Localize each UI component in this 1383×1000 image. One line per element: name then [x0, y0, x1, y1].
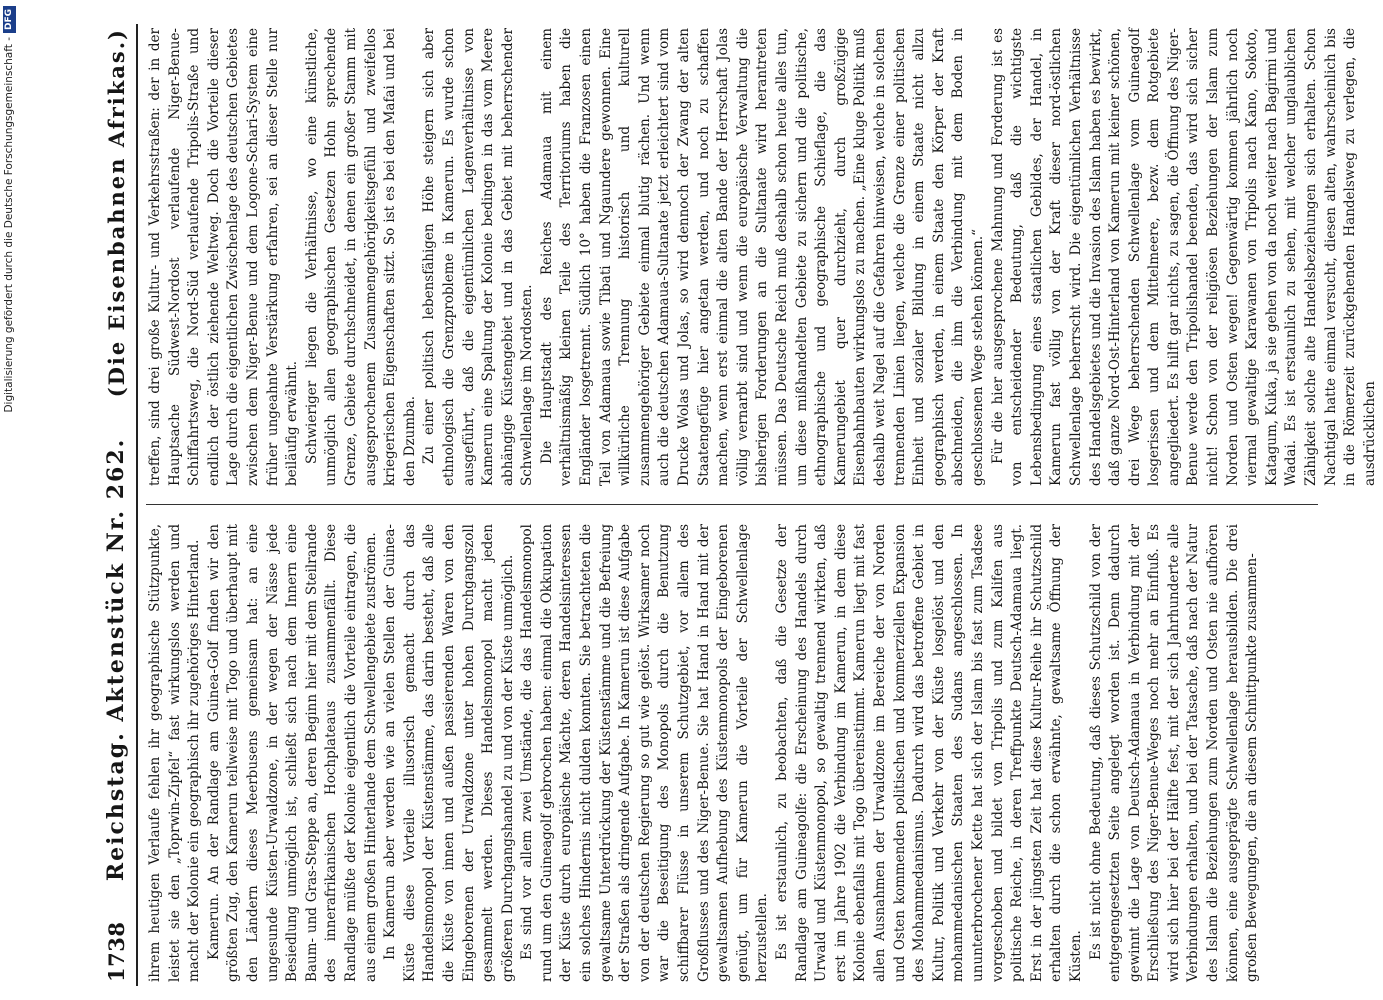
- scanned-page: [92, 10, 1378, 1000]
- paragraph: In Kamerun aber werden wie an vielen Stellen der Guinea-Küste diese Vorteile illusorisch gemacht durch das Handelsmonopol der Küstenstämme, das darin besteht, daß alle die Küste von innen und außen passierenden Waren von den Eingeborenen der Urwaldzone unter hohen Durchgangszoll gesammelt werden. Dieses Handelsmonopol macht jeden größeren Durchgangshandel zu und von der Küste unmöglich.: [382, 524, 516, 982]
- credit-text: Digitalisierung gefördert durch die Deutsche Forschungsgemeinschaft -: [3, 37, 15, 413]
- digitization-credit: [0, 0, 18, 1000]
- paragraph: Es ist erstaunlich, zu beobachten, daß die Gesetze der Randlage am Guineagolfe: die Erscheinung des Handels durch Urwald und Küstenmonopol, so gewaltig trennend wirkten, daß erst im Jahre 1902 die Verbindung im Kamerun, in dem diese Kolonie ebenfalls mit Togo übereinstimmt. Kamerun liegt mit fast allen Ausnahmen der Urwaldzone im Bereiche der von Norden und Osten kommenden politischen und kommerziellen Expansion des Mohammedanismus. Dadurch wird das betroffene Gebiet in Kultur, Politik und Verkehr von der Küste losgelöst und den mohammedanischen Staaten des Sudans angeschlossen. In ununterbrochener Kette hat sich der Islam bis fast zum Tsadsee vorgeschoben und bildet von Tripolis und zum Kalifen aus politische Reiche, in deren Treffpunkte Deutsch-Adamaua liegt. Erst in der jüngsten Zeit hat diese Kultur-Reihe ihr Schutzschild erhalten durch die schon erwähnte, gewaltsame Öffnung der Küsten.: [774, 524, 1084, 982]
- paragraph: Es ist nicht ohne Bedeutung, daß dieses Schutzschild von der entgegengesetzten Seite angelegt worden ist. Denn dadurch gewinnt die Lage von Deutsch-Adamaua in Verbindung mit der Erschließung des Niger-Benue-Weges noch mehr an Einfluß. Es wird sich hier bei der Hälfte fest, mit der sich Jahrhunderte alle Verbindungen erhalten, und bei der Tatsache, daß nach der Natur des Islam die Beziehungen zum Norden und Osten nie aufhören können, eine ausgeprägte Schwellenlage herausbilden. Die drei großen Bewegungen, die an diesem Schnittpunkte zusammen-: [1087, 524, 1261, 982]
- header-rule: [136, 24, 138, 986]
- right-column: [146, 28, 1378, 486]
- section-title: (Die Eisenbahnen Afrikas.): [103, 28, 129, 398]
- running-title: Reichstag. Aktenstück Nr. 262.: [103, 437, 129, 882]
- left-column: [146, 524, 1318, 982]
- paragraph: ihrem heutigen Verlaufe fehlen ihr geographische Stützpunkte, leistet sie den „Toprwin-Zipfel“ fast wirkungslos werden und macht der Kolonie ein geographisch ihr zugehöriges Hinterland.: [147, 524, 203, 982]
- paragraph: treffen, sind drei große Kultur- und Verkehrsstraßen: der in der Hauptsache Südwest-Nordost verlaufende Niger-Benue-Schiffahrtsweg, die Nord-Süd verlaufende Tripolis-Straße und endlich der östlich ziehende Weltweg. Doch die Vorteile dieser Lage durch die eigentlichen Zwischenlage des deutschen Gebietes zwischen dem Niger-Benue und dem Logone-Schari-System eine früher ungeahnte Verstärkung erfahren, sei an dieser Stelle nur beiläufig erwähnt.: [147, 28, 301, 486]
- column-divider: [146, 504, 1318, 505]
- page-number: 1738: [103, 921, 129, 982]
- paragraph: Zu einer politisch lebensfähigen Höhe steigern sich aber ethnologisch die Grenzprobleme in Kamerun. Es wurde schon ausgeführt, daß die eigentümlichen Lagenverhältnisse von Kamerun eine Spaltung der Kolonie bedingen in das vom Meere abhängige Küstengebiet und in das Gebiet mit beherrschender Schwellenlage im Nordosten.: [421, 28, 536, 486]
- paragraph: Schwieriger liegen die Verhältnisse, wo eine künstliche, unmöglich allen geographischen Gesetzen Hohn sprechende Grenze, Gebiete durchschneidet, in denen ein großer Stamm mit ausgesprochenem Zusammengehörigkeitsgefühl und zweifellos kriegerischen Eigenschaften sitzt. So ist es bei den Mafai und bei den Dzumba.: [303, 28, 418, 486]
- dfg-logo: DFG: [3, 6, 16, 33]
- paragraph: Kamerun. An der Randlage am Guinea-Golf finden wir den größten Zug, den Kamerun teilweise mit Togo und überhaupt mit den Ländern dieses Meerbusens gemeinsam hat: an eine ungesunde Küsten-Urwaldzone, in der wegen der Nässe jede Besiedlung unmöglich ist, schließt sich nach dem Innern eine Baum- und Gras-Steppe an, deren Beginn hier mit dem Steilrande des innerafrikanischen Hochplateaus zusammenfällt. Diese Randlage müßte der Kolonie eigentlich die Vorteile eintragen, die aus einem großen Hinterlande dem Schwellengebiete zuströmen.: [205, 524, 379, 982]
- paragraph: Für die hier ausgesprochene Mahnung und Forderung ist es von entscheidender Bedeutung, daß die wichtigste Lebensbedingung eines staatlichen Gebildes, der Handel, in Kamerun fast völlig von der Kraft dieser nord-östlichen Schwellenlage beherrscht wird. Die eigentümlichen Verhältnisse des Handelsgebietes und die Invasion des Islam haben es bewirkt, daß ganze Nord-Ost-Hinterland von Kamerun mit keiner schönen, drei Wege beherrschenden Schwellenlage vom Guineagolf losgerissen und dem Mittelmeere, bezw. dem Rotgebiete angegliedert. Es hilft gar nichts, zu sagen, die Öffnung des Niger-Benue werde den Tripolishandel beenden, das wird sich sicher nicht! Schon von der religiösen Beziehungen der Islam zum Norden und Osten wegen! Gegenwärtig kommen jährlich noch viermal gewaltige Karawanen von Tripolis nach Kano, Sokoto, Katagum, Kuka, ja sie gehen von da noch weiter nach Bagirmi und Wadai. Es ist erstaunlich zu sehen, mit welcher unglaublichen Zähigkeit solche alte Handelsbeziehungen sich erhalten. Schon Nachtigal hatte einmal versucht, diesen alten, wahrscheinlich bis in die Römerzeit zurückgehenden Handelsweg zu verlegen, die ausdrücklichen: [989, 28, 1378, 486]
- page-header: [98, 28, 134, 982]
- paragraph: Die Hauptstadt des Reiches Adamaua mit einem verhältnismäßig kleinen Teile des Territoriums haben die Engländer losgetrennt. Südlich 10° haben die Franzosen einen Teil von Adamaua sowie Tibati und Ngaundere gewonnen. Eine willkürliche Trennung historisch und kulturell zusammengehöriger Gebiete einmal blutig rächen. Und wenn auch die deutschen Adamaua-Sultanate jetzt erleichtert sind vom Drucke Wolas und Jolas, so wird dennoch der Zwang der alten Staatengefüge hier angetan werden, und noch zu schaffen machen, wenn erst einmal die alten Bande der Herrschaft Jolas völlig vernarbt sind und wenn die europäische Verwaltung die bisherigen Forderungen an die Sultanate wird herantreten müssen. Das Deutsche Reich muß deshalb schon heute alles tun, um diese mißhandelten Gebiete zu sichern und die politische, ethnographische und geographische Schieflage, die das Kamerungebiet quer durchzieht, durch großzügige Eisenbahnbauten wirkungslos zu machen. „Eine kluge Politik muß deshalb weit Nagel auf die Gefahren hinweisen, welche in solchen trennenden Linien liegen, welche die Grenze einer politischen Einheit und sozialer Bildung in einem Staate nicht allzu geographisch werden, in einem Staate den Körper der Kraft abschneiden, die ihm die Verbindung mit dem Boden in geschlossenen Wege stehen können.“: [538, 28, 986, 486]
- paragraph: Es sind vor allem zwei Umstände, die das Handelsmonopol rund um den Guineagolf gebrochen haben: einmal die Okkupation der Küste durch europäische Mächte, deren Handelsinteressen ein solches Hindernis nicht dulden konnten. Sie betrachteten die gewaltsame Unterdrückung der Küstenstämme und die Befreiung der Straßen als dringende Aufgabe. In Kamerun ist diese Aufgabe von der deutschen Regierung so gut wie gelöst. Wirksamer noch war die Beseitigung des Monopols durch die Benutzung schiffbarer Flüsse in unserem Schutzgebiet, vor allem des Großflusses und des Niger-Benue. Sie hat Hand in Hand mit der gewaltsamen Aufhebung des Küstenmonopols der Eingeborenen genügt, um für Kamerun die Vorteile der Schwellenlage herzustellen.: [519, 524, 771, 982]
